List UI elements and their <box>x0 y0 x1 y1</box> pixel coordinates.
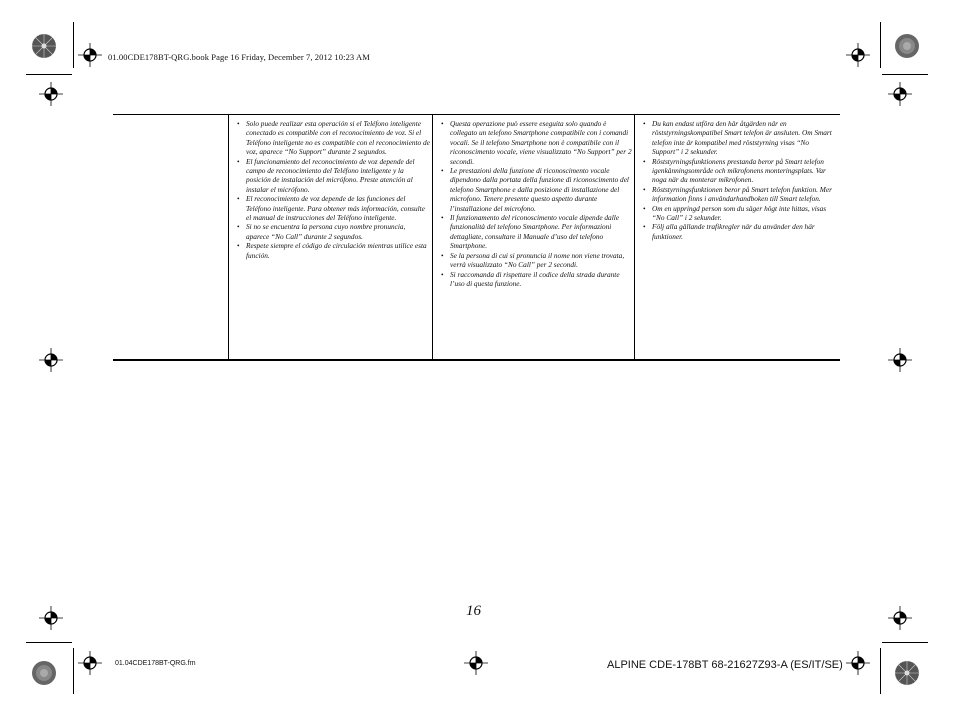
footer-product-code: ALPINE CDE-178BT 68-21627Z93-A (ES/IT/SE) <box>607 659 843 671</box>
starburst-mark-icon <box>31 33 57 59</box>
registration-mark-icon <box>888 606 912 630</box>
file-info-header: 01.00CDE178BT-QRG.book Page 16 Friday, December 7, 2012 10:23 AM <box>108 52 370 62</box>
starburst-mark-icon <box>894 33 920 59</box>
footer-file-name: 01.04CDE178BT-QRG.fm <box>115 660 196 667</box>
column-divider <box>432 115 433 359</box>
list-item: • Respete siempre el código de circulación mientras utilice esta función. <box>235 241 430 260</box>
column-divider <box>228 115 229 359</box>
starburst-mark-icon <box>894 660 920 686</box>
bullet-list-italian <box>439 119 632 288</box>
list-item: • Si no se encuentra la persona cuyo nombre pronuncia, aparece “No Call” durante 2 segundos. <box>235 222 430 241</box>
list-item: • Questa operazione può essere eseguita solo quando è collegato un telefono Smartphone compatibile con i comandi vocali. Se il telefono Smartphone non è compatibile con il riconoscimento vocale, viene visualizzato “No Support” per 2 secondi. <box>439 119 632 166</box>
list-item: • Röststyrningsfunktionens prestanda beror på Smart telefon igenkänningsområde och mikrofonens monteringsplats. Var noga när du monterar mikrofonen. <box>641 157 836 185</box>
list-item: • El reconocimiento de voz depende de las funciones del Teléfono inteligente. Para obtener más información, consulte el manual de instrucciones del Teléfono inteligente. <box>235 194 430 222</box>
registration-mark-icon <box>464 651 488 675</box>
bullet-list-swedish <box>641 119 836 241</box>
list-item: • Solo puede realizar esta operación si el Teléfono inteligente conectado es compatible con el reconocimiento de voz. Si el Teléfono inteligente no es compatible con el reconocimiento de voz, aparece “No Support” durante 2 segundos. <box>235 119 430 157</box>
bullet-list-spanish <box>235 119 430 260</box>
registration-mark-icon <box>39 606 63 630</box>
list-item: • Si raccomanda di rispettare il codice della strada durante l’uso di questa funzione. <box>439 270 632 289</box>
column-divider <box>634 115 635 359</box>
column-spanish <box>235 119 430 260</box>
notes-table <box>113 114 840 361</box>
column-italian <box>439 119 632 288</box>
list-item: • Följ alla gällande trafikregler när du använder den här funktioner. <box>641 222 836 241</box>
list-item: • Il funzionamento del riconoscimento vocale dipende dalle funzionalità del telefono Smartphone. Per informazioni dettagliate, consultare il Manuale d’uso del telefono Smartphone. <box>439 213 632 251</box>
list-item: • El funcionamiento del reconocimiento de voz depende del campo de reconocimiento del Teléfono inteligente y la posición de instalación del micrófono. Preste atención al instalar el micrófono. <box>235 157 430 195</box>
column-swedish <box>641 119 836 241</box>
list-item: • Se la persona di cui si pronuncia il nome non viene trovata, verrà visualizzato “No Call” per 2 secondi. <box>439 251 632 270</box>
registration-mark-icon <box>888 348 912 372</box>
registration-mark-icon <box>888 82 912 106</box>
registration-mark-icon <box>846 43 870 67</box>
page-number: 16 <box>466 603 481 619</box>
registration-mark-icon <box>78 651 102 675</box>
registration-mark-icon <box>78 43 102 67</box>
list-item: • Röststyrningsfunktionen beror på Smart telefon funktion. Mer information finns i användarhandboken till Smart telefon. <box>641 185 836 204</box>
registration-mark-icon <box>39 82 63 106</box>
list-item: • Om en uppringd person som du säger högt inte hittas, visas “No Call” i 2 sekunder. <box>641 204 836 223</box>
registration-mark-icon <box>846 651 870 675</box>
registration-mark-icon <box>39 348 63 372</box>
list-item: • Du kan endast utföra den här åtgärden när en röststyrningskompatibel Smart telefon är ansluten. Om Smart telefon inte är kompatibel med röststyrning visas “No Support” i 2 sekunder. <box>641 119 836 157</box>
list-item: • Le prestazioni della funzione di riconoscimento vocale dipendono dalla portata della funzione di riconoscimento del telefono Smartphone e dalla posizione di installazione del microfono. Tenere presente questo aspetto durante l’installazione del microfono. <box>439 166 632 213</box>
starburst-mark-icon <box>31 660 57 686</box>
